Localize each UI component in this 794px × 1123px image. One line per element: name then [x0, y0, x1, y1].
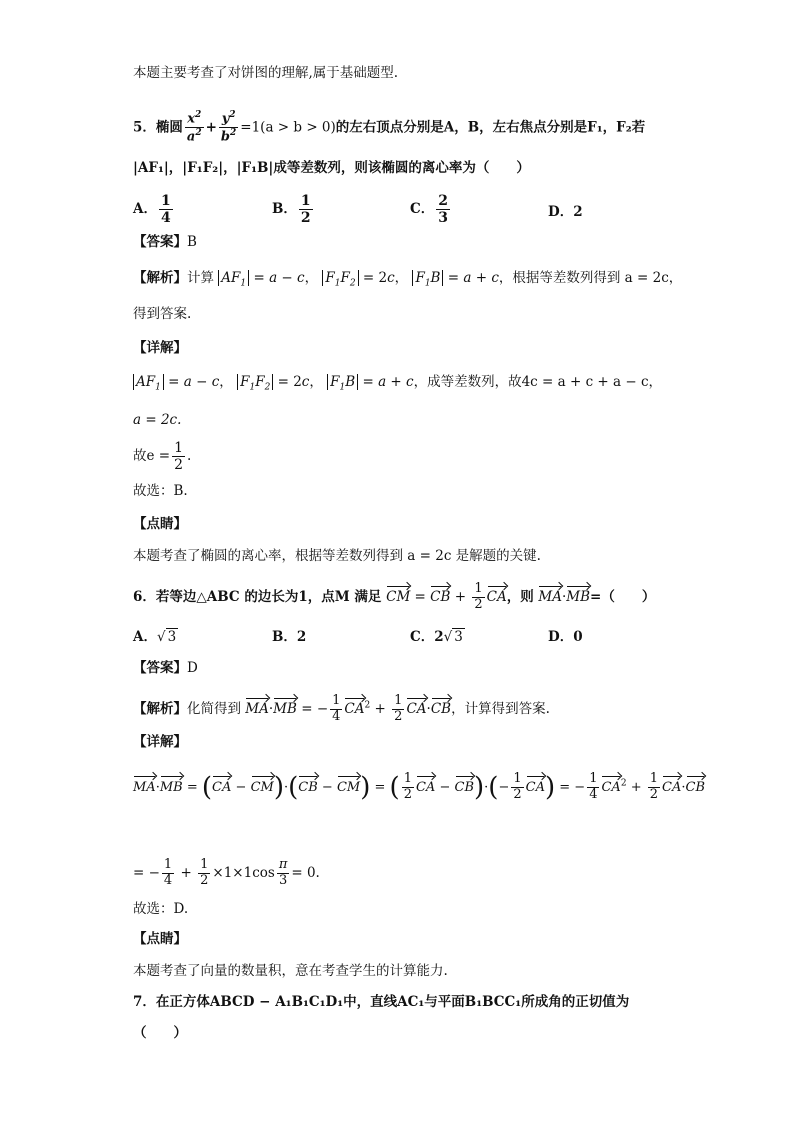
- q6-answer: 【答案】D: [133, 660, 198, 676]
- q6-detail-tag: 【详解】: [133, 734, 187, 750]
- q5-analysis: 【解析】计算 $AF_1 = a - c$， $F_1F_2 = 2c$， $F_1B = a + c$，根据等差数列得到 a = 2c，: [133, 270, 683, 289]
- q6-option-c: C．2√ 3: [410, 629, 463, 645]
- q5-detail-line4: 故选：B.: [133, 483, 188, 499]
- q5-option-c: C． $\frac{2}{3}$: [410, 193, 448, 227]
- q6-detail-line3: 故选：D.: [133, 901, 189, 917]
- q5-option-a: A． $\frac{1}{4}$: [133, 193, 171, 227]
- q7-stem-line2: （ ）: [133, 1025, 187, 1041]
- q6-stem: 6．若等边△ABC 的边长为1，点M 满足 CM = CB + $\frac{1}{2}$ CA，则 MA·MB=（ ）: [133, 581, 656, 612]
- q5-option-d: D．2: [548, 204, 583, 220]
- q5-detail-tag: 【详解】: [133, 340, 187, 356]
- q6-analysis: 【解析】化简得到 MA·MB = − $\frac{1}{4}$ $CA^2$ + $\frac{1}{2}$ CA·CB，计算得到答案.: [133, 693, 550, 724]
- q6-option-a: A．√ 3: [133, 629, 177, 645]
- q5-detail-line1: $AF_1 = a - c$， $F_1F_2 = 2c$， $F_1B = a + c$，成等差数列，故4c = a + c + a − c，: [133, 376, 662, 393]
- intro-text: 本题主要考查了对饼图的理解,属于基础题型.: [133, 65, 399, 81]
- ellipse-x-term: $\frac{x^2}{a^2}$: [186, 110, 202, 145]
- ellipse-y-term: $\frac{y^2}{b^2}$: [220, 110, 237, 145]
- q5-option-b: B． $\frac{1}{2}$: [272, 193, 311, 227]
- q6-option-d: D．0: [548, 629, 583, 645]
- q5-comment-tag: 【点睛】: [133, 516, 187, 532]
- q6-detail-line1: MA·MB = (CA − CM)·(CB − CM) = ( $\frac{1}{2}$ CA − CB)·(− $\frac{1}{2}$ CA) = − $\frac{1}{4}$ $CA^2$ + $\frac{1}{2}$ CA·CB: [133, 771, 705, 803]
- q5-detail-line2: a = 2c.: [133, 412, 182, 428]
- q5-stem-line2: |AF₁|，|F₁F₂|，|F₁B|成等差数列，则该椭圆的离心率为（ ）: [133, 160, 530, 176]
- q6-option-b: B．2: [272, 629, 307, 645]
- q7-stem-line1: 7．在正方体ABCD − A₁B₁C₁D₁中，直线AC₁与平面B₁BCC₁所成角的正切值为: [133, 994, 630, 1010]
- q5-detail-line3: 故e = $\frac{1}{2}$ .: [133, 440, 192, 474]
- q6-detail-line2: = − $\frac{1}{4}$ + $\frac{1}{2}$ ×1×1cos $\frac{\pi}{3}$ = 0.: [133, 857, 320, 888]
- q6-comment: 本题考查了向量的数量积，意在考查学生的计算能力.: [133, 963, 448, 979]
- q5-answer: 【答案】B: [133, 234, 197, 250]
- q5-stem-line1: 5．椭圆 $\frac{x^2}{a^2}$ + $\frac{y^2}{b^2}$ =1(a > b > 0)的左右顶点分别是A，B，左右焦点分别是F₁，F₂若: [133, 110, 646, 145]
- q6-comment-tag: 【点睛】: [133, 931, 187, 947]
- q5-comment: 本题考查了椭圆的离心率，根据等差数列得到 a = 2c 是解题的关键.: [133, 548, 541, 564]
- q5-analysis-end: 得到答案.: [133, 306, 192, 322]
